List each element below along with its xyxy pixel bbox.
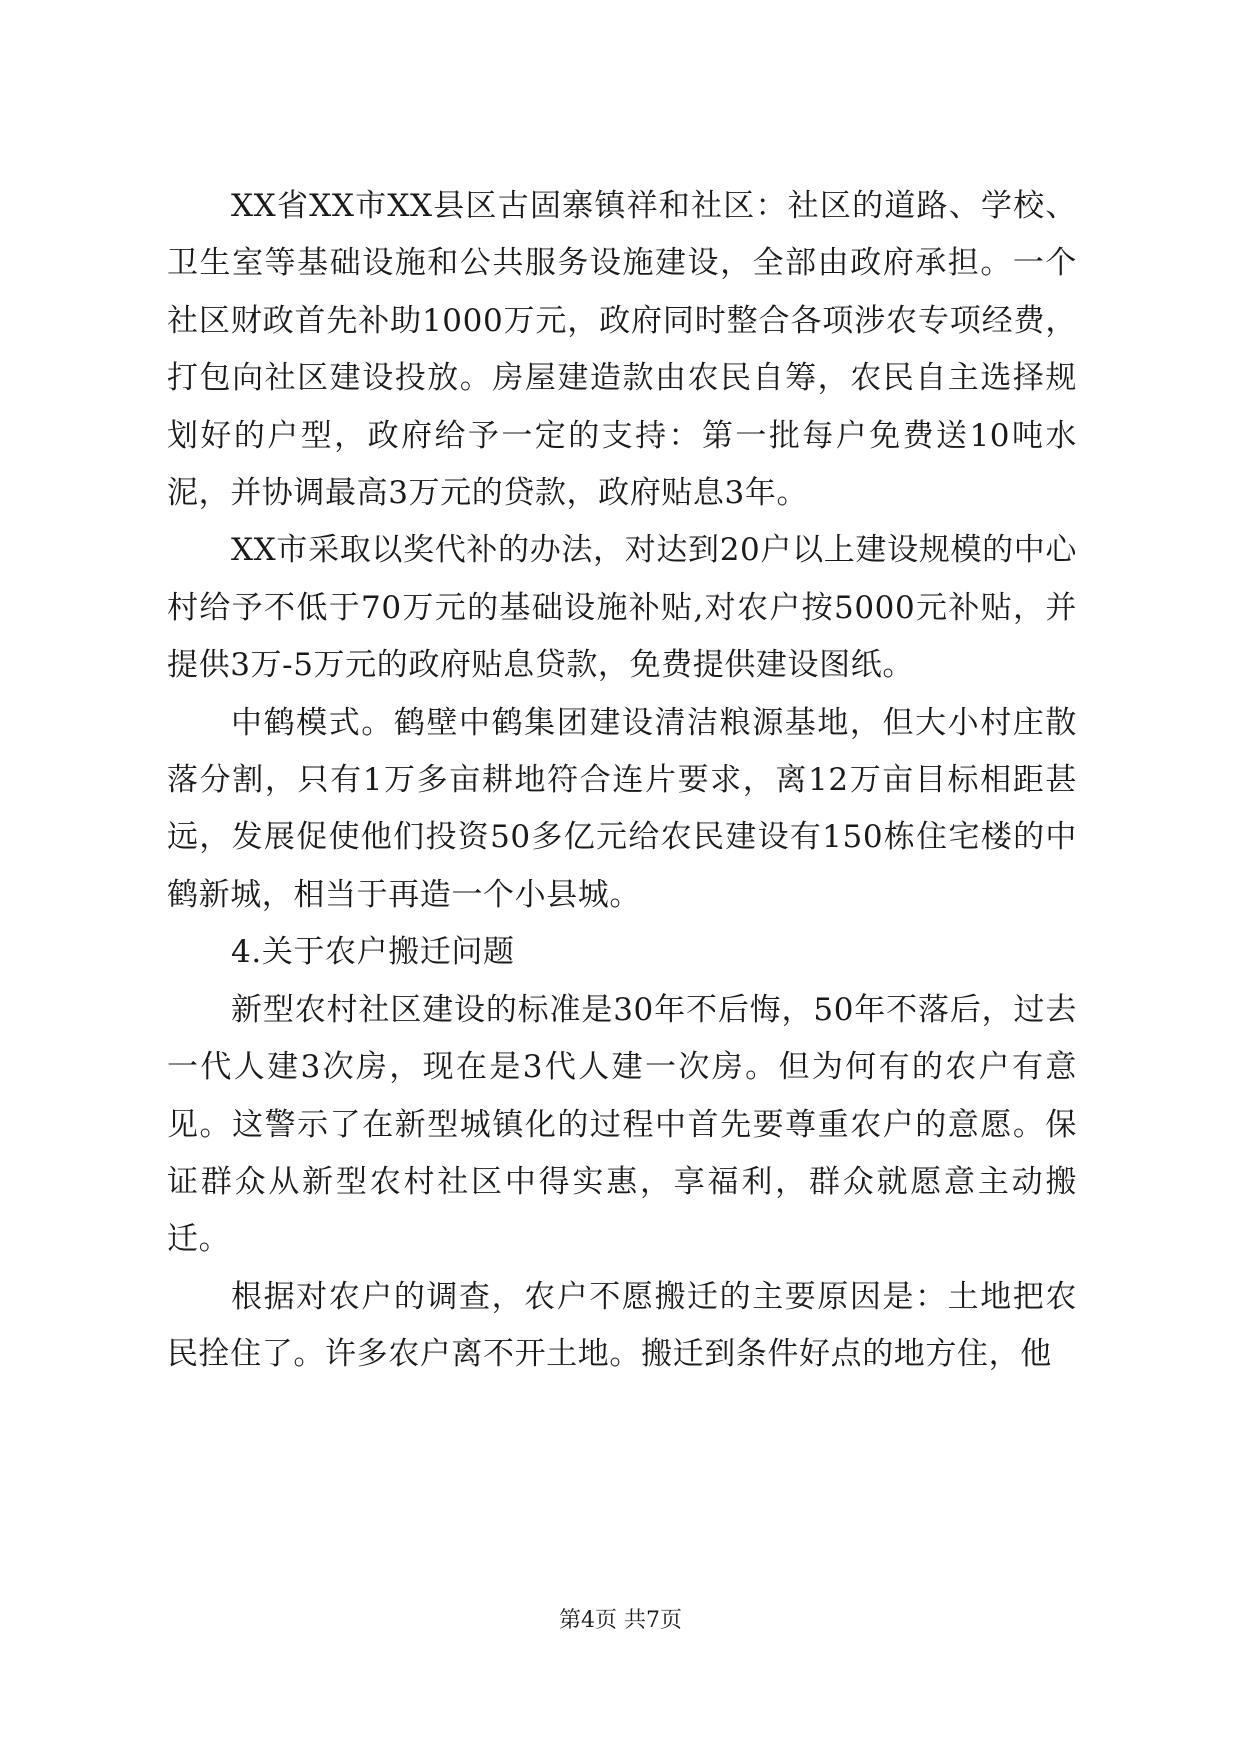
section-heading-relocation: 4.关于农户搬迁问题 [231,934,515,971]
paragraph-zhonghe-model: 中鹤模式。鹤壁中鹤集团建设清洁粮源基地，但大小村庄散落分割，只有1万多亩耕地符合连片要求，离12万亩目标相距甚远，发展促使他们投资50多亿元给农民建设有150栋住宅楼的中鹤新城，相当于再造一个小县城。 [167,704,1077,913]
paragraph-survey-reasons: 根据对农户的调查，农户不愿搬迁的主要原因是：土地把农民拴住了。许多农户离不开土地。搬迁到条件好点的地方住，他 [167,1278,1077,1373]
page-number-footer: 第4页 共7页 [559,1608,682,1633]
paragraph-reward-subsidy: XX市采取以奖代补的办法，对达到20户以上建设规模的中心村给予不低于70万元的基础设施补贴,对农户按5000元补贴，并提供3万-5万元的政府贴息贷款，免费提供建设图纸。 [167,532,1077,684]
paragraph-community-infrastructure: XX省XX市XX县区古固寨镇祥和社区：社区的道路、学校、卫生室等基础设施和公共服务设施建设，全部由政府承担。一个社区财政首先补助1000万元，政府同时整合各项涉农专项经费，打包向社区建设投放。房屋建造款由农民自筹，农民自主选择规划好的户型，政府给予一定的支持：第一批每户免费送10吨水泥，并协调最高3万元的贷款，政府贴息3年。 [167,188,1077,512]
document-body [167,178,1077,1384]
paragraph-relocation-standard: 新型农村社区建设的标准是30年不后悔，50年不落后，过去一代人建3次房，现在是3代人建一次房。但为何有的农户有意见。这警示了在新型城镇化的过程中首先要尊重农户的意愿。保证群众从新型农村社区中得实惠，享福利，群众就愿意主动搬迁。 [167,991,1077,1258]
